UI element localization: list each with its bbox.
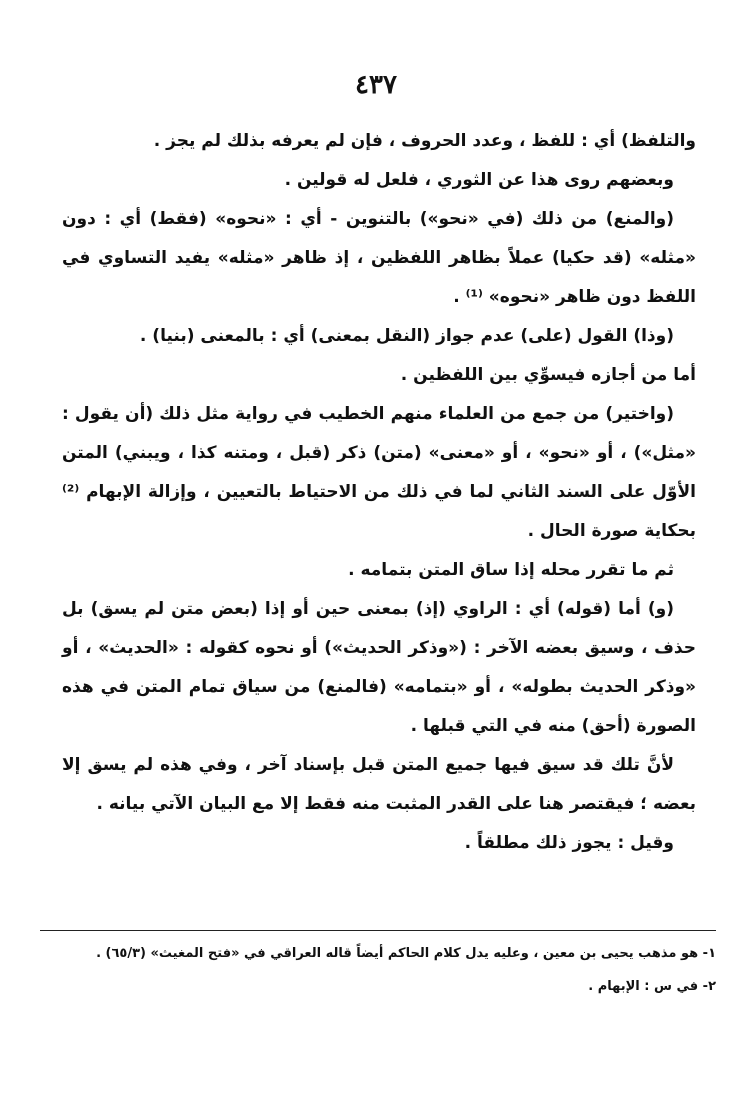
paragraph: وقيل : يجوز ذلك مطلقاً . — [464, 833, 674, 853]
paragraph: ثم ما تقرر محله إذا ساق المتن بتمامه . — [348, 560, 674, 580]
paragraph: (والمنع) من ذلك (في «نحو») بالتنوين - أي : «نحوه» (فقط) أي : دون «مثله» (قد حكيا) عملاً بظاهر اللفظين ، إذ ظاهر «مثله» يفيد التساوي في اللفظ دون ظاهر «نحوه» ⁽¹⁾ . — [62, 209, 696, 307]
paragraph: لأنَّ تلك قد سيق فيها جميع المتن قبل بإسناد آخر ، وفي هذه لم يسق إلا بعضه ؛ فيقتصر هنا على القدر المثبت منه فقط إلا مع البيان الآتي بيانه . — [62, 755, 696, 814]
paragraph: وبعضهم روى هذا عن الثوري ، فلعل له قولين . — [284, 170, 674, 190]
page-number: ٤٣٧ — [355, 70, 397, 100]
main-text — [62, 122, 696, 863]
footnote: ١- هو مذهب يحيى بن معين ، وعليه يدل كلام الحاكم أيضاً قاله العراقي في «فتح المغيث» (٦٥/٣) . — [96, 946, 716, 961]
paragraph: (و) أما (قوله) أي : الراوي (إذ) بمعنى حين أو إذا (بعض متن لم يسق) بل حذف ، وسيق بعضه الآخر : («وذكر الحديث») أو نحوه كقوله : «الحديث» ، أو «وذكر الحديث بطوله» ، أو «بتمامه» (فالمنع) من سياق تمام المتن في هذه الصورة (أحق) منه في التي قبلها . — [62, 599, 696, 736]
footnotes — [40, 940, 716, 1000]
footnote: ٢- في س : الإبهام . — [588, 979, 716, 994]
paragraph: (واختير) من جمع من العلماء منهم الخطيب في رواية مثل ذلك (أن يقول : «مثل») ، أو «نحو» ، أو «معنى» (متن) ذكر (قبل ، ومتنه كذا ، ويبني) المتن الأوّل على السند الثاني لما في ذلك من الاحتياط بالتعيين ، وإزالة الإبهام ⁽²⁾ بحكاية صورة الحال . — [62, 404, 696, 541]
paragraph: أما من أجازه فيسوِّي بين اللفظين . — [400, 365, 696, 385]
paragraph: (وذا) القول (على) عدم جواز (النقل بمعنى) أي : بالمعنى (بنيا) . — [139, 326, 674, 346]
footnote-divider — [40, 930, 716, 931]
paragraph: والتلفظ) أي : للفظ ، وعدد الحروف ، فإن لم يعرفه بذلك لم يجز . — [153, 131, 696, 151]
